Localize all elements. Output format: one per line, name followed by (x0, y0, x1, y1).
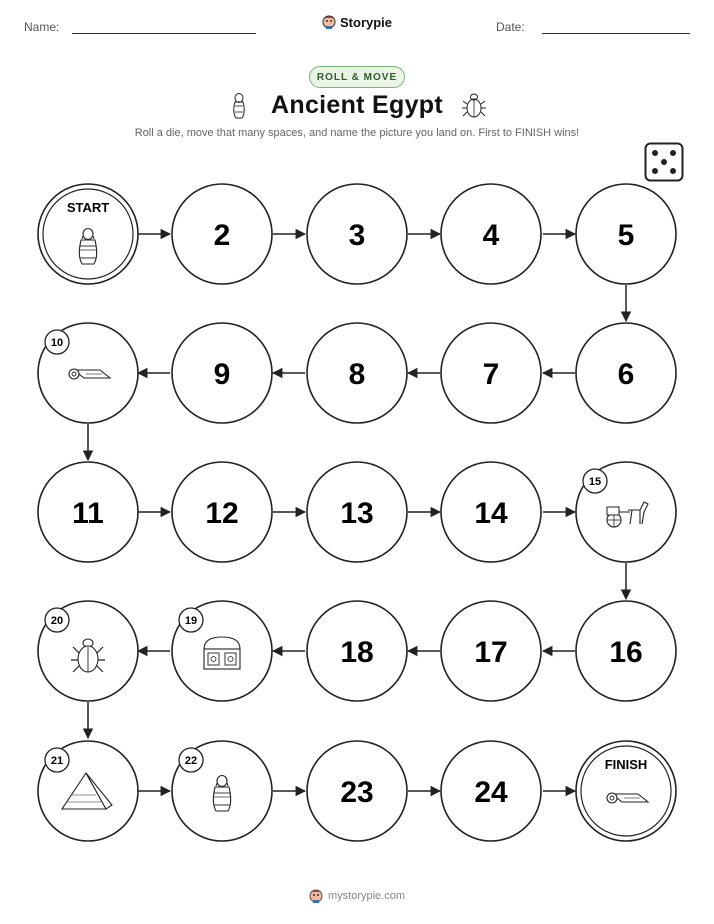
space-number: 5 (617, 219, 635, 252)
space-19 (172, 601, 272, 701)
space-badge-number: 20 (50, 615, 64, 627)
page-title: Ancient Egypt (271, 91, 443, 119)
space-number: 9 (213, 358, 231, 391)
space-number: 24 (474, 776, 508, 809)
space-5 (576, 184, 676, 284)
space-16 (576, 601, 676, 701)
storypie-mascot-icon (309, 888, 323, 904)
space-23 (307, 741, 407, 841)
space-2 (172, 184, 272, 284)
space-number: 14 (474, 497, 508, 530)
space-8 (307, 323, 407, 423)
space-number: 16 (609, 636, 643, 669)
space-badge-number: 21 (50, 755, 64, 767)
space-label: START (66, 200, 110, 215)
space-finish (576, 741, 676, 841)
space-9 (172, 323, 272, 423)
space-number: 7 (482, 358, 500, 391)
space-start (38, 184, 138, 284)
space-18 (307, 601, 407, 701)
space-badge-number: 22 (184, 755, 198, 767)
space-20 (38, 601, 138, 701)
footer (0, 888, 714, 904)
space-3 (307, 184, 407, 284)
date-label: Date: (496, 20, 525, 34)
space-15 (576, 462, 676, 562)
space-number: 11 (72, 497, 104, 530)
space-11 (38, 462, 138, 562)
footer-url[interactable]: mystorypie.com (327, 890, 406, 902)
space-number: 18 (340, 636, 374, 669)
space-number: 2 (213, 219, 231, 252)
space-number: 23 (340, 776, 374, 809)
brand-name: Storypie (340, 14, 393, 30)
name-label: Name: (24, 20, 60, 34)
space-14 (441, 462, 541, 562)
space-17 (441, 601, 541, 701)
space-number: 8 (348, 358, 366, 391)
game-type-badge: ROLL & MOVE (309, 66, 405, 88)
space-badge-number: 19 (184, 615, 198, 627)
treasure-chest-icon (204, 637, 240, 669)
space-number: 3 (348, 219, 366, 252)
space-10 (38, 323, 138, 423)
instructions: Roll a die, move that many spaces, and name the picture you land on. First to FINISH wins! (134, 127, 580, 139)
space-4 (441, 184, 541, 284)
space-number: 17 (474, 636, 508, 669)
space-13 (307, 462, 407, 562)
space-22 (172, 741, 272, 841)
space-21 (38, 741, 138, 841)
space-number: 13 (340, 497, 374, 530)
space-6 (576, 323, 676, 423)
space-number: 12 (205, 497, 239, 530)
space-12 (172, 462, 272, 562)
space-badge-number: 10 (50, 337, 64, 349)
space-label: FINISH (604, 757, 648, 772)
space-number: 4 (482, 219, 500, 252)
space-7 (441, 323, 541, 423)
space-number: 6 (617, 358, 635, 391)
space-badge-number: 15 (588, 476, 602, 488)
space-24 (441, 741, 541, 841)
